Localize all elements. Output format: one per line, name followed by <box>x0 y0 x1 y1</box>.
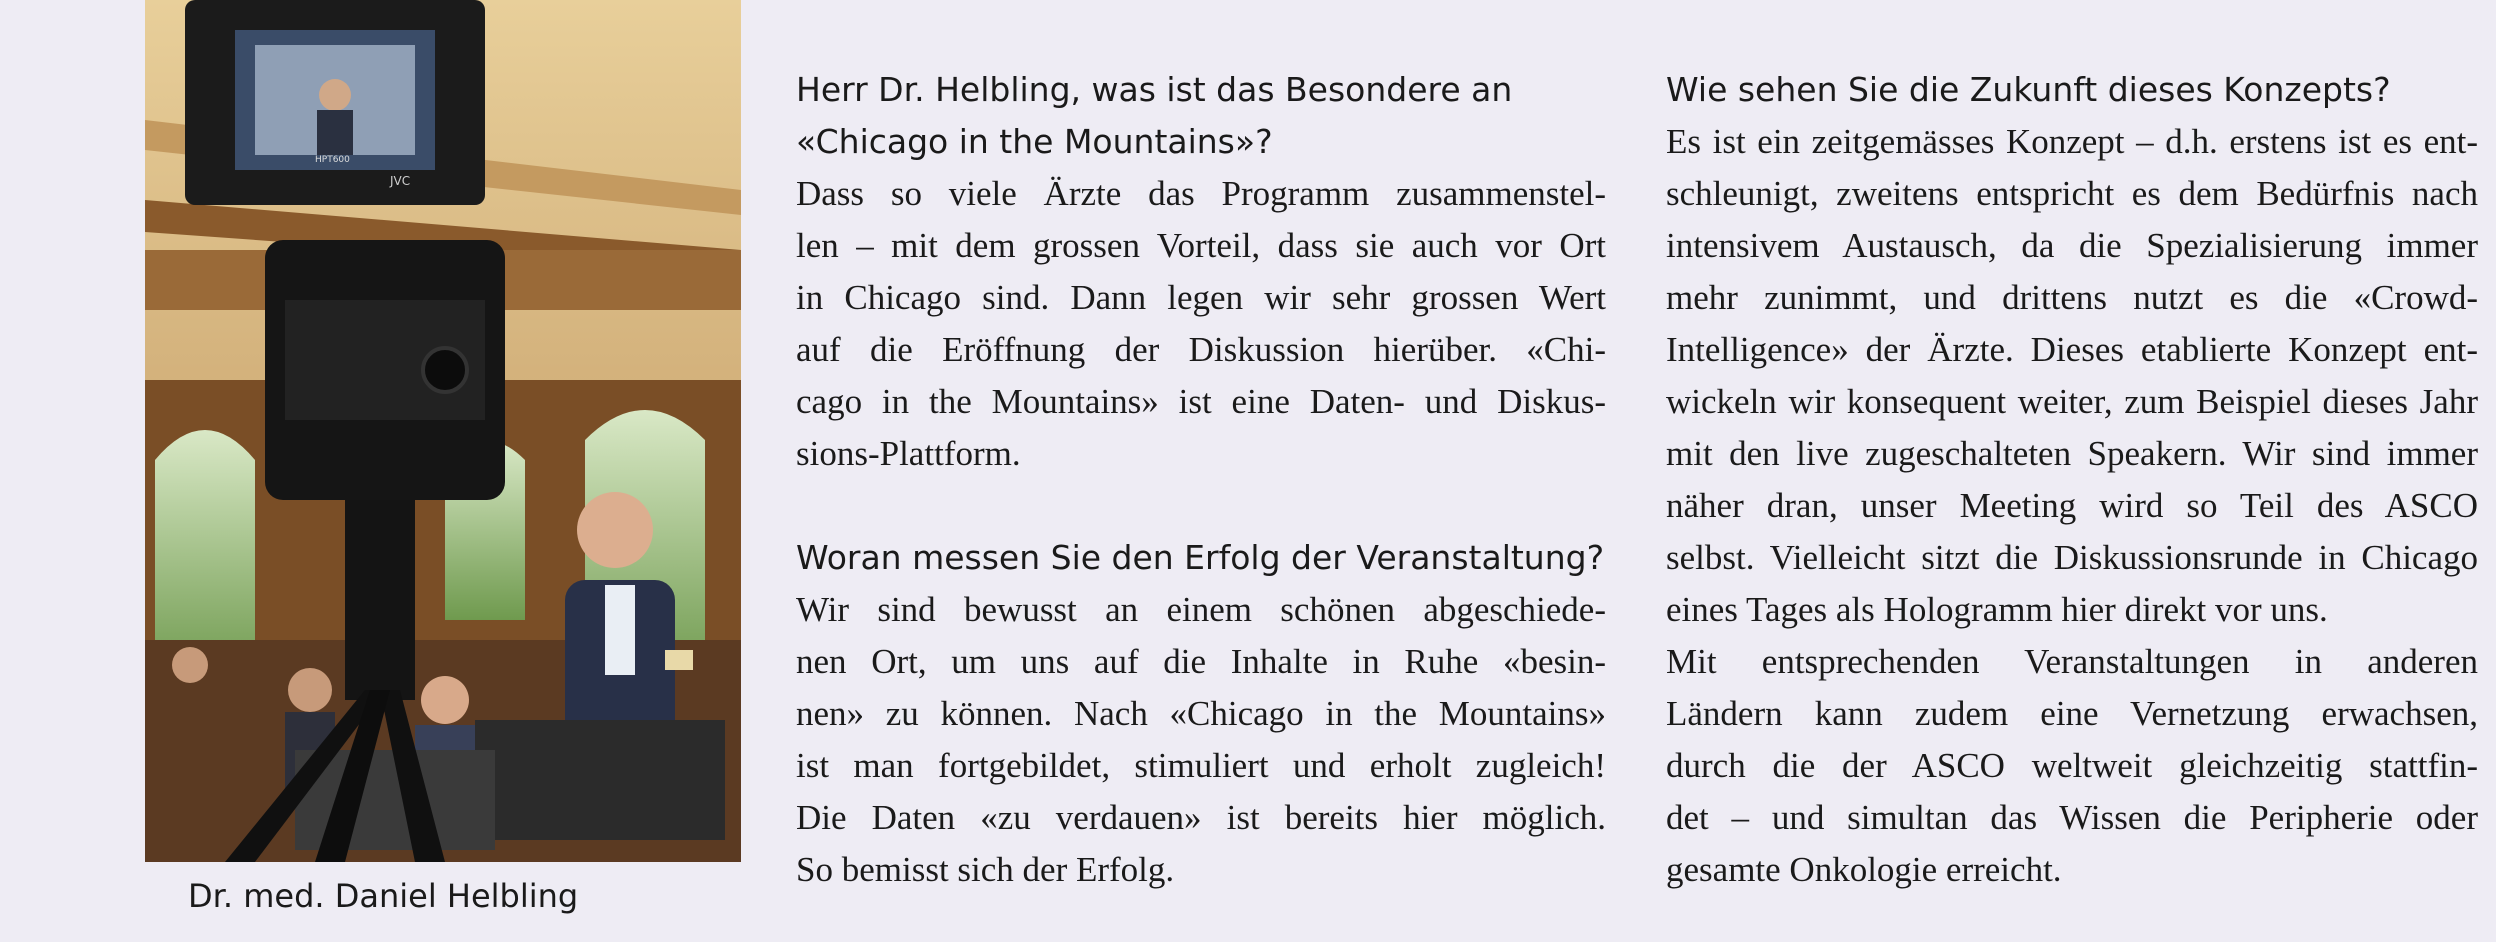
answer-4 <box>1666 636 2478 896</box>
answer-2-line: Die Daten «zu verdauen» ist bereits hier möglich. <box>796 798 1606 837</box>
question-2: Woran messen Sie den Erfolg der Veranstaltung? <box>796 538 1605 577</box>
answer-1 <box>796 168 1606 480</box>
answer-3-line: mehr zunimmt, und drittens nutzt es die «Crowd- <box>1666 278 2478 317</box>
answer-1-line: in Chicago sind. Dann legen wir sehr grossen Wert <box>796 278 1606 317</box>
answer-3-line: mit den live zugeschalteten Speakern. Wir sind immer <box>1666 434 2478 473</box>
answer-2-line: So bemisst sich der Erfolg. <box>796 850 1175 889</box>
photo-caption: Dr. med. Daniel Helbling <box>188 877 579 915</box>
interview-column-middle <box>796 64 1606 896</box>
answer-4-line: det – und simultan das Wissen die Peripherie oder <box>1666 798 2478 837</box>
question-1 <box>796 64 1606 168</box>
answer-3-line: intensivem Austausch, da die Spezialisierung immer <box>1666 226 2478 265</box>
answer-3-line: eines Tages als Hologramm hier direkt vor uns. <box>1666 590 2328 629</box>
monitor-brand: JVC <box>390 174 411 188</box>
interview-column-right <box>1666 64 2478 896</box>
answer-3 <box>1666 116 2478 636</box>
answer-1-line: len – mit dem grossen Vorteil, dass sie auch vor Ort <box>796 226 1606 265</box>
monitor-model: HPT600 <box>315 155 350 165</box>
answer-1-line: Dass so viele Ärzte das Programm zusammenstel- <box>796 174 1606 213</box>
answer-4-line: gesamte Onkologie erreicht. <box>1666 850 2062 889</box>
answer-1-line: sions-Plattform. <box>796 434 1021 473</box>
answer-3-line: näher dran, unser Meeting wird so Teil des ASCO <box>1666 486 2478 525</box>
answer-2 <box>796 584 1606 896</box>
answer-3-line: selbst. Vielleicht sitzt die Diskussionsrunde in Chicago <box>1666 538 2478 577</box>
question-3: Wie sehen Sie die Zukunft dieses Konzepts? <box>1666 70 2391 109</box>
answer-1-line: auf die Eröffnung der Diskussion hierüber. «Chi- <box>796 330 1606 369</box>
answer-2-line: Wir sind bewusst an einem schönen abgeschiede- <box>796 590 1606 629</box>
event-photo <box>145 0 741 862</box>
answer-3-line: schleunigt, zweitens entspricht es dem Bedürfnis nach <box>1666 174 2478 213</box>
answer-3-line: Intelligence» der Ärzte. Dieses etablierte Konzept ent- <box>1666 330 2478 369</box>
answer-1-line: cago in the Mountains» ist eine Daten- und Diskus- <box>796 382 1606 421</box>
answer-2-line: ist man fortgebildet, stimuliert und erholt zugleich! <box>796 746 1606 785</box>
answer-3-line: Es ist ein zeitgemässes Konzept – d.h. erstens ist es ent- <box>1666 122 2478 161</box>
question-1-line-2: «Chicago in the Mountains»? <box>796 122 1273 161</box>
answer-4-line: durch die der ASCO weltweit gleichzeitig stattfin- <box>1666 746 2478 785</box>
answer-4-line: Mit entsprechenden Veranstaltungen in anderen <box>1666 642 2478 681</box>
answer-4-line: Ländern kann zudem eine Vernetzung erwachsen, <box>1666 694 2478 733</box>
question-1-line-1: Herr Dr. Helbling, was ist das Besondere an <box>796 70 1513 109</box>
answer-2-line: nen Ort, um uns auf die Inhalte in Ruhe «besin- <box>796 642 1606 681</box>
answer-2-line: nen» zu können. Nach «Chicago in the Mountains» <box>796 694 1606 733</box>
answer-3-line: wickeln wir konsequent weiter, zum Beispiel dieses Jahr <box>1666 382 2478 421</box>
